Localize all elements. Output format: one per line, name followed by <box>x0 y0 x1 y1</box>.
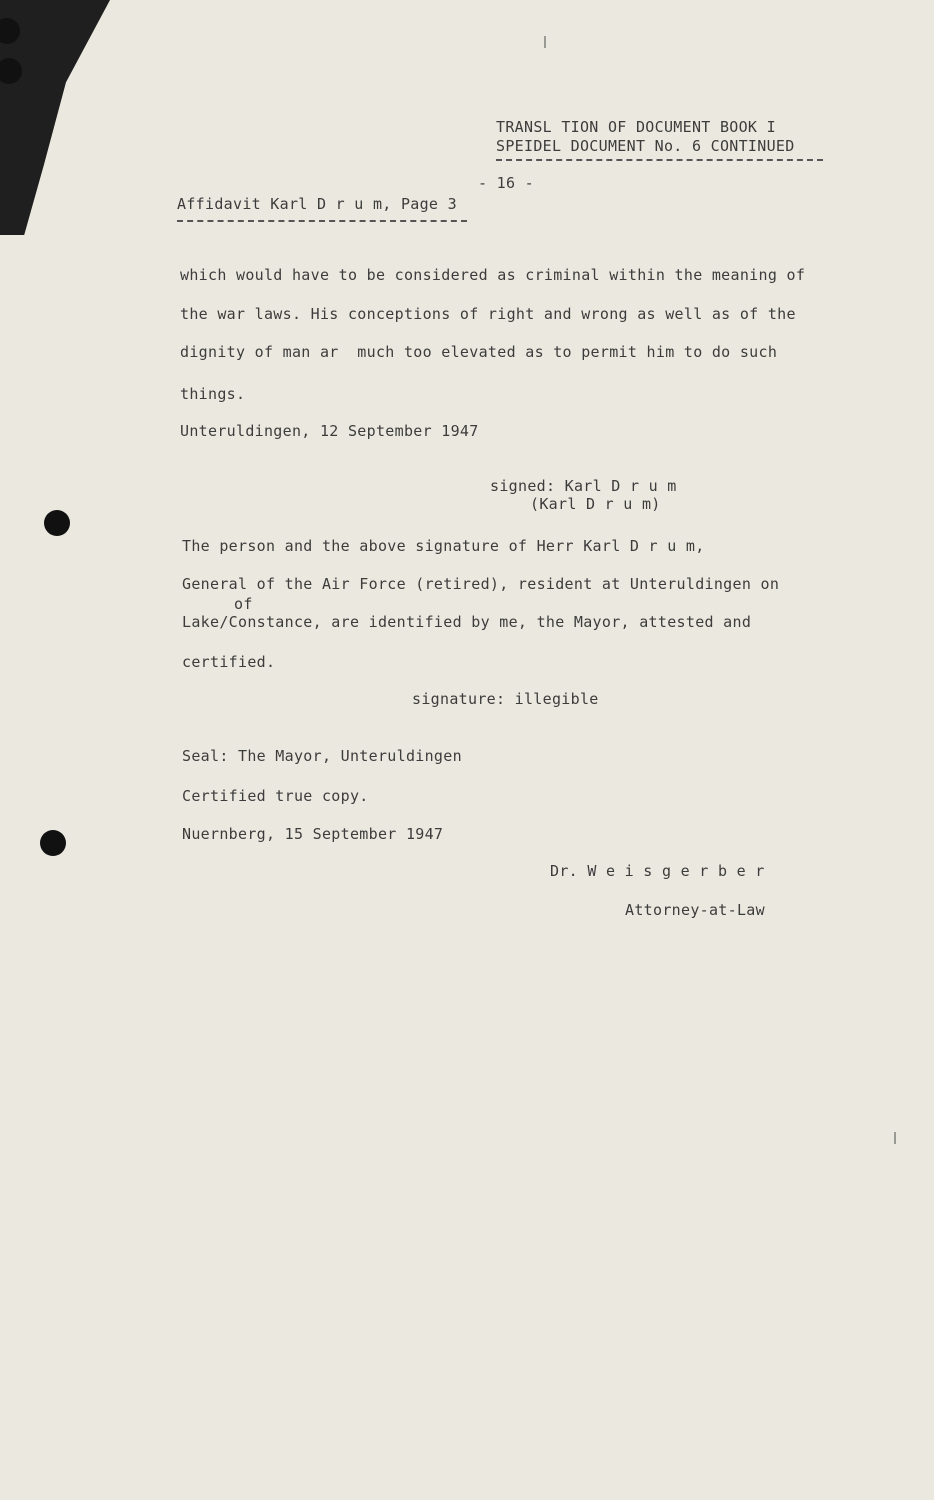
attorney-title: Attorney-at-Law <box>625 901 765 919</box>
certified-copy: Certified true copy. <box>182 787 369 805</box>
header-underline <box>496 159 823 161</box>
certification-line: General of the Air Force (retired), resident at Unteruldingen on <box>182 575 780 593</box>
signed-line: signed: Karl D r u m <box>490 477 677 495</box>
body-line: things. <box>180 385 246 403</box>
seal-line: Seal: The Mayor, Unteruldingen <box>182 747 462 765</box>
scan-speck <box>894 1132 896 1144</box>
punch-hole <box>44 510 70 536</box>
body-line: which would have to be considered as criminal within the meaning of <box>180 266 806 284</box>
place-date: Unteruldingen, 12 September 1947 <box>180 422 479 440</box>
header-line-2: SPEIDEL DOCUMENT No. 6 CONTINUED <box>496 137 795 155</box>
affidavit-title: Affidavit Karl D r u m, Page 3 <box>177 195 457 213</box>
body-line: the war laws. His conceptions of right and wrong as well as of the <box>180 305 796 323</box>
mayor-signature: signature: illegible <box>412 690 599 708</box>
certification-insert: of <box>234 595 253 613</box>
certification-line: certified. <box>182 653 276 671</box>
signed-name: (Karl D r u m) <box>530 495 661 513</box>
attorney-name: Dr. W e i s g e r b e r <box>550 862 765 880</box>
certification-line: Lake/Constance, are identified by me, the Mayor, attested and <box>182 613 752 631</box>
copy-place-date: Nuernberg, 15 September 1947 <box>182 825 444 843</box>
header-line-1: TRANSL TION OF DOCUMENT BOOK I <box>496 118 776 136</box>
scan-speck <box>544 36 546 48</box>
certification-line: The person and the above signature of Herr Karl D r u m, <box>182 537 705 555</box>
body-line: dignity of man ar much too elevated as to permit him to do such <box>180 343 778 361</box>
punch-hole <box>40 830 66 856</box>
page-number: - 16 - <box>478 174 534 192</box>
title-underline <box>177 220 467 222</box>
